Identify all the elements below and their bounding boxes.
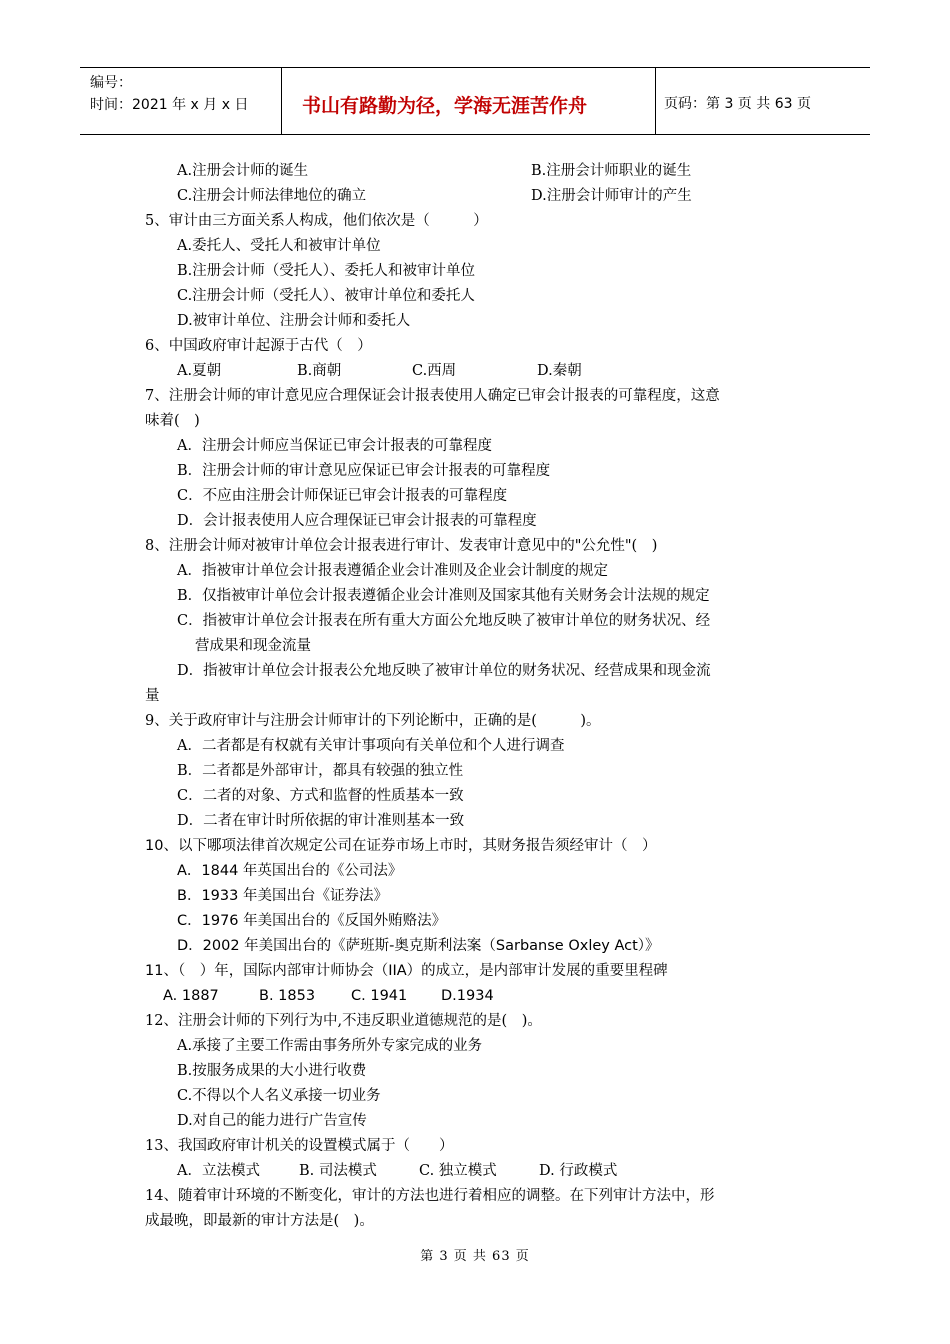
option: C．不应由注册会计师保证已审会计报表的可靠程度 xyxy=(177,488,508,504)
option: B．仅指被审计单位会计报表遵循企业会计准则及国家其他有关财务会计法规的规定 xyxy=(177,588,710,604)
option: B.注册会计师职业的诞生 xyxy=(531,163,692,179)
option-continued: 量 xyxy=(145,688,160,704)
option: B.商朝 xyxy=(297,363,342,379)
option: B.按服务成果的大小进行收费 xyxy=(177,1063,367,1079)
option: D．2002 年美国出台的《萨班斯-奥克斯利法案（Sarbanse Oxley Act）》 xyxy=(177,938,660,954)
page-header xyxy=(80,67,870,135)
document-body xyxy=(145,159,810,1234)
option: A. 1887 xyxy=(163,988,219,1004)
option: D.被审计单位、注册会计师和委托人 xyxy=(177,313,411,329)
question-9: 9、关于政府审计与注册会计师审计的下列论断中，正确的是( )。 xyxy=(145,713,601,729)
date-label: 时间：2021 年 x 月 x 日 xyxy=(90,97,249,113)
question-7-continued: 味着( ) xyxy=(145,413,200,429)
header-meta xyxy=(80,68,282,134)
question-13: 13、我国政府审计机关的设置模式属于（ ） xyxy=(145,1138,454,1154)
option-row xyxy=(145,984,810,1009)
option: A．立法模式 xyxy=(177,1163,260,1179)
question-5: 5、审计由三方面关系人构成，他们依次是（ ） xyxy=(145,213,488,229)
option: A.委托人、受托人和被审计单位 xyxy=(177,238,381,254)
option-row xyxy=(145,159,810,184)
option-continued: 营成果和现金流量 xyxy=(195,638,311,654)
question-10: 10、以下哪项法律首次规定公司在证券市场上市时，其财务报告须经审计（ ） xyxy=(145,838,657,854)
option: B．1933 年美国出台《证券法》 xyxy=(177,888,388,904)
page-footer: 第 3 页 共 63 页 xyxy=(420,1249,530,1264)
option-row xyxy=(145,1159,810,1184)
header-page-number: 页码：第 3 页 共 63 页 xyxy=(664,96,811,112)
option: A．二者都是有权就有关审计事项向有关单位和个人进行调查 xyxy=(177,738,565,754)
option: C．指被审计单位会计报表在所有重大方面公允地反映了被审计单位的财务状况、经 xyxy=(177,613,711,629)
option: A.注册会计师的诞生 xyxy=(177,163,309,179)
option: C．1976 年美国出台的《反国外贿赂法》 xyxy=(177,913,447,929)
question-11: 11、（ ）年，国际内部审计师协会（IIA）的成立，是内部审计发展的重要里程碑 xyxy=(145,963,668,979)
option: B.注册会计师（受托人）、委托人和被审计单位 xyxy=(177,263,476,279)
option: C. 1941 xyxy=(351,988,408,1004)
question-14: 14、随着审计环境的不断变化，审计的方法也进行着相应的调整。在下列审计方法中，形 xyxy=(145,1188,715,1204)
option: D．指被审计单位会计报表公允地反映了被审计单位的财务状况、经营成果和现金流 xyxy=(177,663,711,679)
option: C.西周 xyxy=(412,363,457,379)
option: B．二者都是外部审计，都具有较强的独立性 xyxy=(177,763,464,779)
option: A.夏朝 xyxy=(177,363,222,379)
option-row xyxy=(145,184,810,209)
question-6: 6、中国政府审计起源于古代（ ） xyxy=(145,338,372,354)
option: A．注册会计师应当保证已审会计报表的可靠程度 xyxy=(177,438,492,454)
option: B. 1853 xyxy=(259,988,316,1004)
option: D．二者在审计时所依据的审计准则基本一致 xyxy=(177,813,465,829)
question-7: 7、注册会计师的审计意见应合理保证会计报表使用人确定已审会计报表的可靠程度，这意 xyxy=(145,388,720,404)
option: C. 独立模式 xyxy=(419,1163,497,1179)
option: C.不得以个人名义承接一切业务 xyxy=(177,1088,381,1104)
option: C．二者的对象、方式和监督的性质基本一致 xyxy=(177,788,464,804)
option: A.承接了主要工作需由事务所外专家完成的业务 xyxy=(177,1038,483,1054)
option: D.注册会计师审计的产生 xyxy=(531,188,692,204)
header-motto: 书山有路勤为径，学海无涯苦作舟 xyxy=(282,68,656,134)
question-14-continued: 成最晚，即最新的审计方法是( )。 xyxy=(145,1213,374,1229)
option: B．注册会计师的审计意见应保证已审会计报表的可靠程度 xyxy=(177,463,551,479)
option: B. 司法模式 xyxy=(299,1163,377,1179)
option: D．会计报表使用人应合理保证已审会计报表的可靠程度 xyxy=(177,513,537,529)
option: A．指被审计单位会计报表遵循企业会计准则及企业会计制度的规定 xyxy=(177,563,608,579)
option: D. 行政模式 xyxy=(539,1163,618,1179)
option-row xyxy=(145,359,810,384)
option: D.1934 xyxy=(441,988,494,1004)
code-label: 编号： xyxy=(90,75,132,91)
option: D.对自己的能力进行广告宣传 xyxy=(177,1113,367,1129)
option: D.秦朝 xyxy=(537,363,582,379)
option: C.注册会计师（受托人）、被审计单位和委托人 xyxy=(177,288,475,304)
option: A．1844 年英国出台的《公司法》 xyxy=(177,863,403,879)
question-12: 12、注册会计师的下列行为中,不违反职业道德规范的是( )。 xyxy=(145,1013,542,1029)
option: C.注册会计师法律地位的确立 xyxy=(177,188,367,204)
question-8: 8、注册会计师对被审计单位会计报表进行审计、发表审计意见中的"公允性"( ) xyxy=(145,538,658,554)
